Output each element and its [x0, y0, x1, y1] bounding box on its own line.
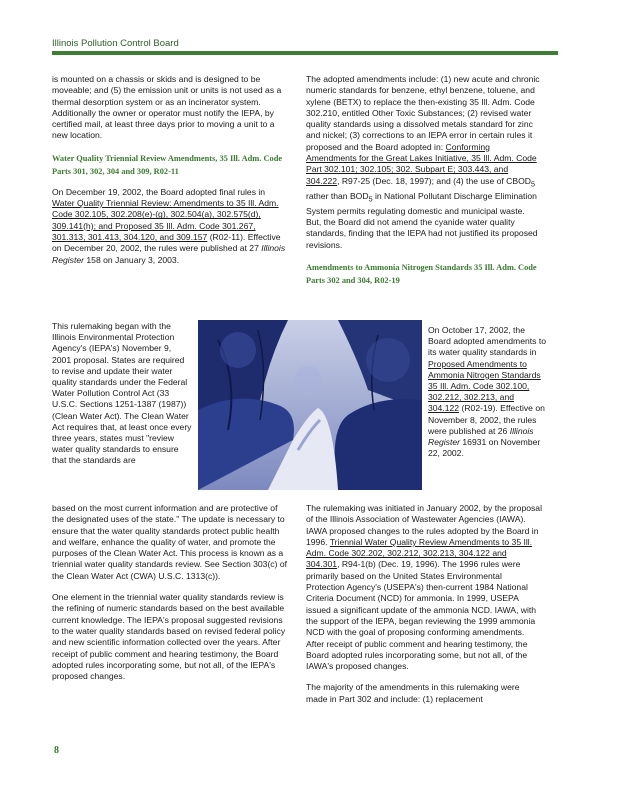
paragraph: The majority of the amendments in this rulemaking were made in Part 302 and include: (1) replacement: [306, 682, 520, 704]
paragraph: The adopted amendments include: (1) new acute and chronic numeric standards for benzene, ethyl benzene, toluene, and xylene (BETX) to replace the then-existing 35 Ill. Adm. Code 302.210, entitled Other Toxic Substances; (2) revised water quality standards using a dissolved metals standard for zinc and nickel; (3) corrections to an IEPA error in certain rules it proposed and the Board adopted in: Conforming Amendments for the Great Lakes Initiative, 35 Ill. Adm. Code Part 302.101; 302.105; 302. Subpart E; 303.443, and 304.222, R97-25 (Dec. 18, 1997); and (4) the use of $CBOD_5$ rather than $BOD_5$ in National Pollutant Discharge Elimination System permits regulating domestic and municipal waste. But, the Board did not amend the cyanide water quality standards, finding that the IEPA had not justified its proposed revisions.: [306, 74, 540, 250]
section-heading-ammonia: Amendments to Ammonia Nitrogen Standards 35 Ill. Adm. Code Parts 302 and 304, R02-19: [306, 262, 537, 285]
right-wrap-text: On October 17, 2002, the Board adopted amendments to its water quality standards in Proposed Amendments to Ammonia Nitrogen Standards 35 Ill. Adm. Code 302.100, 302.212, 302.213, and 304.122 (R02-19). Effective on November 8, 2002, the rules were published at 26 Illinois Register 16931 on November 22, 2002.: [428, 325, 547, 459]
left-column-bottom: [52, 503, 288, 692]
paragraph: One element in the triennial water quality standards review is the refining of numeric standards based on the best available current knowledge. The IEPA's proposal suggested revisions to the water quality standards based on revised federal policy and new scientific information collected over the years. After receipt of public comment and hearing testimony, the Board adopted rules incorporating some, but not all, of the IEPA's proposed changes.: [52, 592, 286, 682]
rule-link[interactable]: Water Quality Triennial Review: Amendments to 35 Ill. Adm. Code 302.105, 302.208(e)-(g), 302.504(a), 302.575(d), 309.141(h); and Proposed 35 Ill. Adm. Code 301.267, 301.313, 301.413, 304.120, and 309.157: [52, 198, 279, 242]
left-column-top: [52, 74, 288, 276]
page-number: 8: [54, 745, 59, 756]
rule-link[interactable]: Conforming Amendments for the Great Lakes Initiative, 35 Ill. Adm. Code Part 302.101; 302.105; 302. Subpart E; 303.443, and 304.222: [306, 141, 537, 186]
paragraph: based on the most current information and are protective of the designated uses of the state." The update is necessary to ensure that the water quality standards protect public health and welfare, enhance the quality of water, and promote the purposes of the Clean Water Act. This process is known as a triennial water quality standards review. See Section 303(c) of the Clean Water Act (CWA) U.S.C. 1313(c)).: [52, 503, 288, 581]
left-wrap-text: This rulemaking began with the Illinois Environmental Protection Agency's (IEPA's) November 9, 2001 proposal. States are required to revise and update their water quality standards under the Federal Water Pollution Control Act (33 U.S.C. Sections 1251-1387 (1987)) (Clean Water Act). The Clean Water Act requires that, at least once every three years, states must "review water quality standards to ensure that the standards are: [52, 321, 192, 466]
paragraph: is mounted on a chassis or skids and is designed to be moveable; and (5) the emission unit or units is not used as a thermal desorption system or as an incinerator system. Additionally the owner or operator must notify the IEPA, by certified mail, at least three days prior to moving a unit to a new location.: [52, 74, 282, 141]
header-rule: [52, 51, 558, 55]
paragraph: The rulemaking was initiated in January 2002, by the proposal of the Illinois Association of Wastewater Agencies (IAWA). IAWA proposed changes to the rules adopted by the Board in 1996. Triennial Water Quality Review Amendments to 35 Ill. Adm. Code 302.202, 302.212, 302.213, 304.122 and 304.301, R94-1(b) (Dec. 19, 1996). The 1996 rules were primarily based on the United States Environmental Protection Agency's (USEPA's) then-current 1984 National Criteria Document (NCD) for ammonia. In 1999, USEPA issued a significant update of the ammonia NCD. IAWA, with the support of the IEPA, began reviewing the 1999 ammonia NCD with the goal of proposing conforming amendments. After receipt of public comment and hearing testimony, the Board adopted rules incorporating some, but not all, of the IAWA's proposed changes.: [306, 503, 542, 672]
river-photo-image: [198, 320, 422, 490]
river-photo: [198, 320, 422, 490]
rule-link[interactable]: Triennial Water Quality Review Amendments to 35 Ill. Adm. Code 302.202, 302.212, 302.213, 304.122 and 304.301: [306, 536, 533, 570]
right-column-top: [306, 74, 542, 296]
paragraph: On December 19, 2002, the Board adopted final rules in Water Quality Triennial Review: Amendments to 35 Ill. Adm. Code 302.105, 302.208(e)-(g), 302.504(a), 302.575(d), 309.141(h); and Proposed 35 Ill. Adm. Code 301.267, 301.313, 301.413, 304.120, and 309.157 (R02-11). Effective on December 20, 2002, the rules were published at 27 Illinois Register 158 on January 3, 2003.: [52, 186, 286, 265]
publication-header: Illinois Pollution Control Board: [52, 38, 179, 49]
section-heading-triennial: Water Quality Triennial Review Amendments, 35 Ill. Adm. Code Parts 301, 302, 304 and 309, R02-11: [52, 153, 283, 176]
rule-link[interactable]: Proposed Amendments to Ammonia Nitrogen Standards 35 Ill. Adm. Code 302.100, 302.212, 302.213, and 304.122: [428, 358, 541, 414]
right-column-bottom: [306, 503, 542, 715]
